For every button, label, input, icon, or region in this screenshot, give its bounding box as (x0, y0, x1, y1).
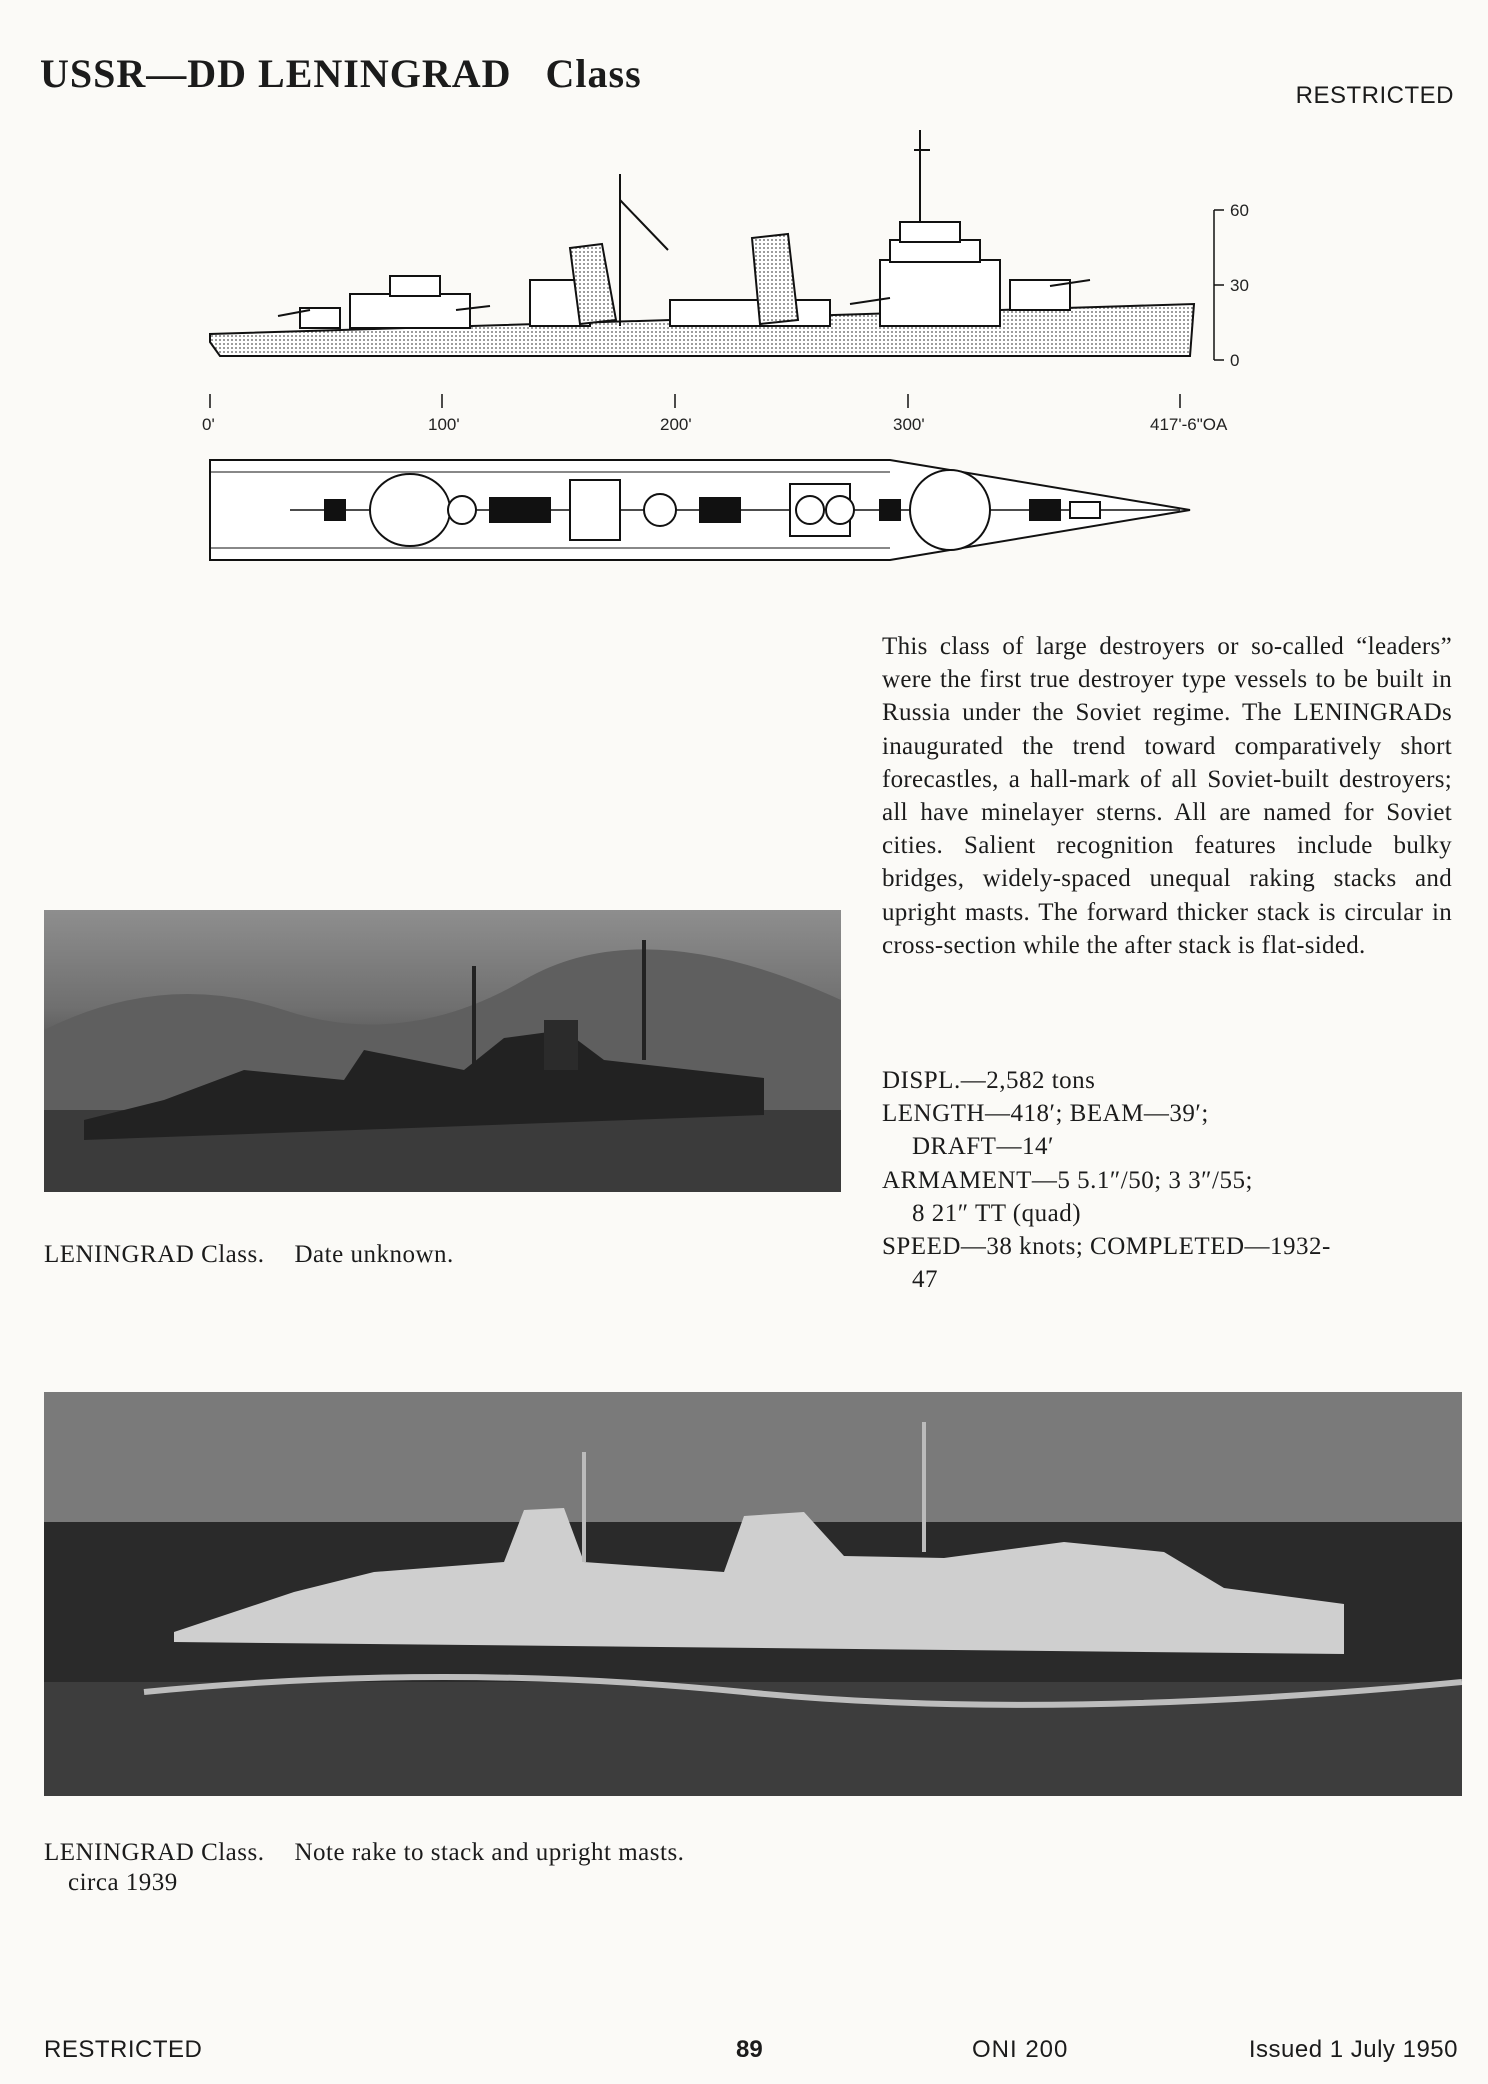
length-tick-200: 200' (660, 415, 692, 434)
spec-completed-end: 47 (912, 1266, 938, 1294)
spec-displacement: DISPL.—2,582 tons (882, 1067, 1096, 1094)
issue-date: Issued 1 July 1950 (1248, 2036, 1458, 2063)
classification-footer: RESTRICTED (44, 2036, 203, 2063)
caption-class: LENINGRAD Class. (44, 1839, 265, 1866)
page-number: 89 (736, 2036, 763, 2063)
title-main: USSR—DD LENINGRAD (40, 51, 512, 96)
height-tick-60: 60 (1230, 201, 1249, 220)
spec-armament: ARMAMENT—5 5.1″/50; 3 3″/55; (882, 1166, 1253, 1194)
caption-date: circa 1939 (68, 1869, 178, 1896)
spec-armament-torpedo: 8 21″ TT (quad) (912, 1199, 1082, 1227)
photo-1-caption (44, 1240, 454, 1270)
ship-photo-icon (44, 1392, 1462, 1796)
spec-length-beam: LENGTH—418′; BEAM—39′; (882, 1100, 1209, 1128)
caption-note: Note rake to stack and upright masts. (294, 1839, 685, 1866)
spec-speed: SPEED—38 knots; COMPLETED—1932- (882, 1233, 1331, 1261)
caption-class: LENINGRAD Class. (44, 1241, 265, 1268)
length-tick-0: 0' (202, 415, 215, 434)
length-tick-oa: 417'-6"OA (1150, 415, 1228, 434)
height-tick-30: 30 (1230, 276, 1249, 295)
photo-2-caption (44, 1838, 684, 1898)
ship-photo-icon (44, 910, 841, 1192)
ship-photo-2 (44, 1392, 1462, 1796)
classification-header: RESTRICTED (1295, 82, 1454, 109)
length-scale (210, 394, 1180, 408)
height-tick-0: 0 (1230, 351, 1240, 370)
height-scale (1214, 210, 1224, 360)
profile-view (210, 130, 1194, 356)
ship-drawing (190, 130, 1290, 570)
description-text: This class of large destroyers or so-called “leaders” were the first true destroyer type vessels to be built in Russia under the Soviet regime. The LENINGRADs inaugurated the trend toward comparatively short forecastles, a hall-mark of all Soviet-built destroyers; all have minelayer sterns. All are named for Soviet cities. Salient recognition features include bulky bridges, widely-spaced unequal raking stacks and upright masts. The forward thicker stack is circular in cross-section while the after stack is flat-sided. (882, 633, 1452, 959)
spec-draft: DRAFT—14′ (912, 1133, 1054, 1161)
title-class: Class (545, 51, 642, 96)
publication-id: ONI 200 (972, 2036, 1069, 2063)
caption-note: Date unknown. (294, 1241, 454, 1268)
length-tick-300: 300' (893, 415, 925, 434)
page-title (40, 50, 642, 97)
specifications (882, 1064, 1452, 1296)
plan-view (210, 460, 1190, 560)
length-tick-100: 100' (428, 415, 460, 434)
ship-photo-1 (44, 910, 841, 1192)
